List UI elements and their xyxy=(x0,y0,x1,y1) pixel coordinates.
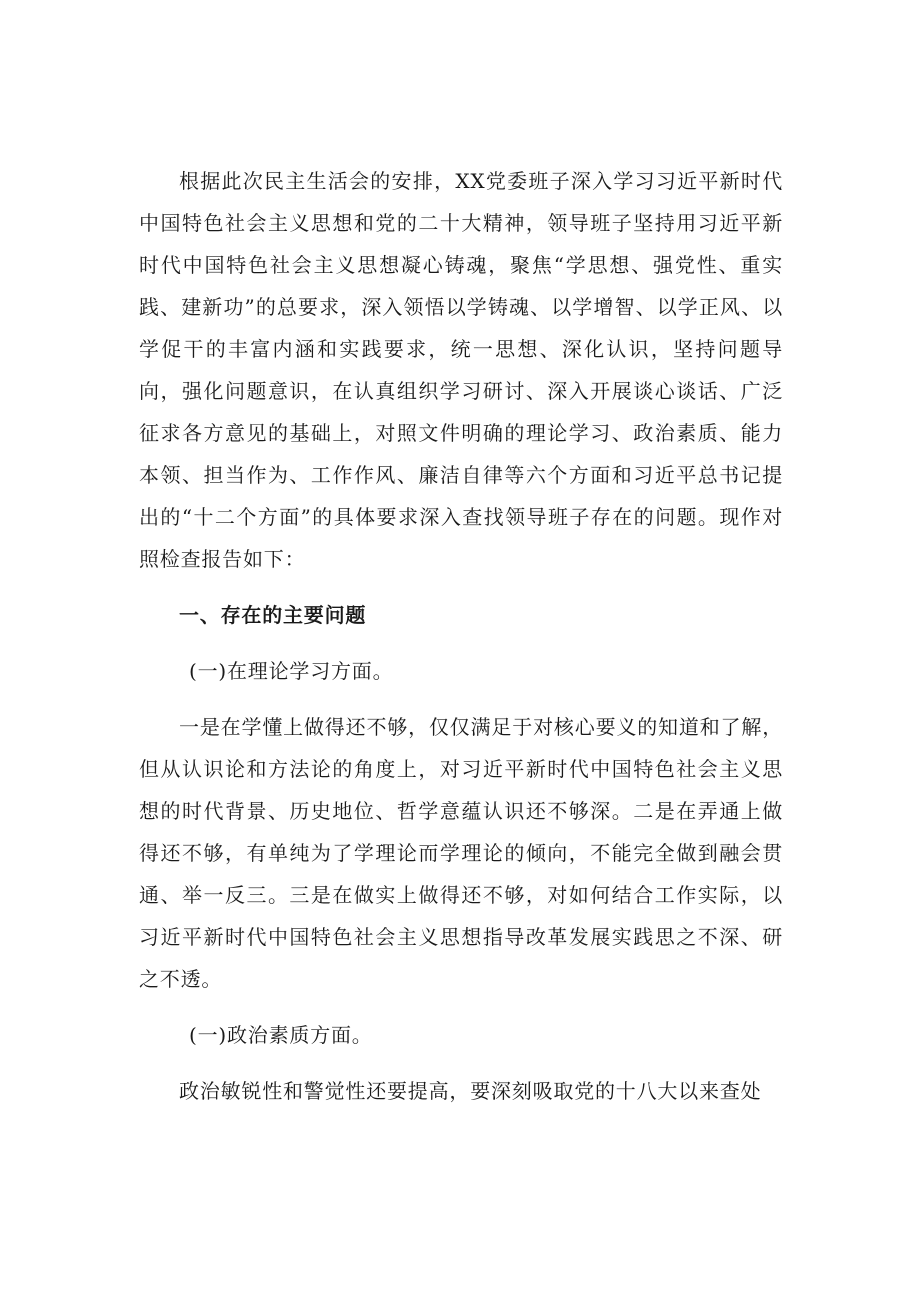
political-quality-paragraph: 政治敏锐性和警觉性还要提高，要深刻吸取党的十八大以来查处 xyxy=(179,1079,762,1103)
subsection-heading-theory-study: (一)在理论学习方面。 xyxy=(189,659,394,683)
subsection-heading-political-quality: (一)政治素质方面。 xyxy=(189,1023,373,1047)
section-heading-main-problems: 一、存在的主要问题 xyxy=(179,603,367,627)
intro-paragraph: 根据此次民主生活会的安排，XX党委班子深入学习习近平新时代中国特色社会主义思想和党的二十大精神，领导班子坚持用习近平新时代中国特色社会主义思想凝心铸魂，聚焦“学思想、强党性、重实践、建新功”的总要求，深入领悟以学铸魂、以学增智、以学正风、以学促干的丰富内涵和实践要求，统一思想、深化认识，坚持问题导向，强化问题意识，在认真组织学习研讨、深入开展谈心谈话、广泛征求各方意见的基础上，对照文件明确的理论学习、政治素质、能力本领、担当作为、工作作风、廉洁自律等六个方面和习近平总书记提出的“十二个方面”的具体要求深入查找领导班子存在的问题。现作对照检查报告如下： xyxy=(139,169,783,571)
document-body xyxy=(139,160,783,1112)
theory-study-paragraph: 一是在学懂上做得还不够，仅仅满足于对核心要义的知道和了解，但从认识论和方法论的角度上，对习近平新时代中国特色社会主义思想的时代背景、历史地位、哲学意蕴认识还不够深。二是在弄通上做得还不够，有单纯为了学理论而学理论的倾向，不能完全做到融会贯通、举一反三。三是在做实上做得还不够，对如何结合工作实际，以习近平新时代中国特色社会主义思想指导改革发展实践思之不深、研之不透。 xyxy=(139,715,783,991)
